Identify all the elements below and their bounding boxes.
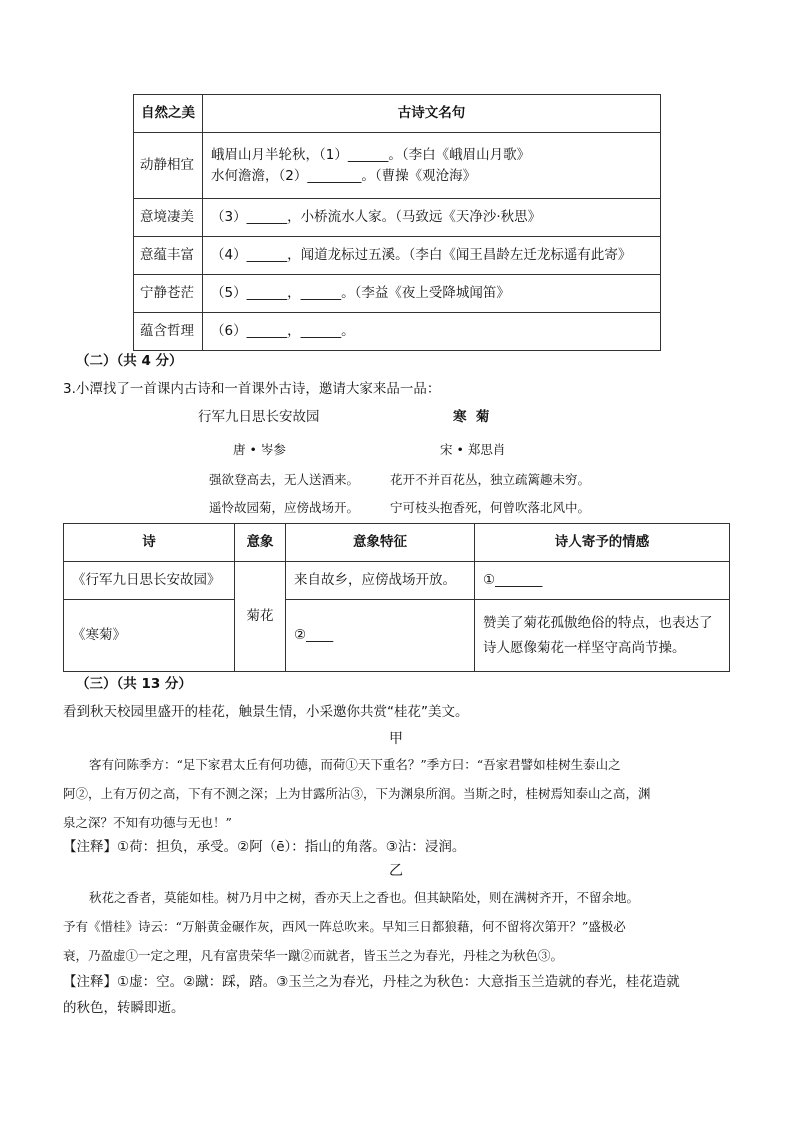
poem-author: 唐 • 岑参	[233, 442, 286, 457]
feature-cell: ②____	[286, 600, 475, 672]
passage-line: 秋花之香者，莫能如桂。树乃月中之树，香亦天上之香也。但其缺陷处，则在满树齐开，不留余地。	[89, 890, 640, 905]
row-content: （6）______，______。	[203, 313, 661, 351]
row-label: 宁静苍茫	[134, 275, 203, 313]
intro-text: 看到秋天校园里盛开的桂花，触景生情，小采邀你共赏“桂花”美文。	[63, 704, 469, 720]
passage-note	[63, 969, 680, 1021]
passage-line: 客有问陈季方：“足下家君太丘有何功德，而荷①天下重名？”季方曰：“吾家君譬如桂树生泰山之	[89, 757, 621, 772]
section-heading: （三）（共 13 分）	[76, 676, 192, 692]
row-label: 意境凄美	[134, 199, 203, 237]
table-header-cell: 诗人寄予的情感	[475, 524, 730, 562]
table-header-cell: 古诗文名句	[203, 95, 661, 133]
row-label: 意蕴丰富	[134, 237, 203, 275]
table-header-cell: 意象特征	[286, 524, 475, 562]
table-row	[64, 600, 730, 672]
section-heading: （二）（共 4 分）	[76, 353, 183, 369]
content-line: 水何澹澹，（2）________。（曹操《观沧海》	[211, 167, 477, 184]
passage-label: 乙	[389, 863, 403, 879]
poem-line: 遥怜故园菊，应傍战场开。	[209, 500, 360, 515]
row-content: （3）______，小桥流水人家。（马致远《天净沙·秋思》	[203, 199, 661, 237]
poem-cell: 《寒菊》	[64, 600, 235, 672]
passage-line: 衰，乃盈虚①一定之理，凡有富贵荣华一蹴②而就者，皆玉兰之为春光，丹桂之为秋色③。	[63, 948, 564, 963]
table-row	[134, 313, 661, 351]
poem-line: 花开不并百花丛，独立疏篱趣未穷。	[390, 472, 591, 487]
passage-line: 予有《惜桂》诗云：“万斛黄金碾作灰，西风一阵总吹来。早知三日都狼藉，何不留将次第开？”盛极必	[63, 919, 626, 934]
emotion-line: 赞美了菊花孤傲绝俗的特点，也表达了	[483, 614, 713, 631]
emotion-line: 诗人愿像菊花一样坚守高尚节操。	[483, 639, 686, 656]
content-line: 峨眉山月半轮秋，（1）______。（李白《峨眉山月歌》	[211, 146, 531, 163]
row-label: 动静相宜	[134, 133, 203, 199]
poem-title: 行军九日思长安故园	[198, 409, 320, 425]
table-row	[134, 237, 661, 275]
poem-author: 宋 • 郑思肖	[440, 442, 506, 457]
poem-analysis-table	[63, 523, 730, 672]
feature-cell: 来自故乡，应傍战场开放。	[286, 562, 475, 600]
table-row	[134, 133, 661, 199]
row-label: 蕴含哲理	[134, 313, 203, 351]
table-row	[134, 199, 661, 237]
passage-label: 甲	[389, 731, 403, 747]
image-cell: 菊花	[235, 562, 286, 672]
row-content: （5）______，______。（李益《夜上受降城闻笛》	[203, 275, 661, 313]
table-header-cell: 自然之美	[134, 95, 203, 133]
emotion-cell	[475, 600, 730, 672]
table-row	[64, 562, 730, 600]
famous-lines-table	[133, 94, 661, 351]
poem-title: 寒 菊	[453, 409, 490, 425]
passage-line: 泉之深？不知有功德与无也！”	[63, 815, 232, 830]
emotion-cell: ①_______	[475, 562, 730, 600]
passage-line: 阿②，上有万仞之高，下有不测之深；上为甘露所沾③，下为渊泉所润。当斯之时，桂树焉知泰山之高，渊	[63, 786, 651, 801]
poem-line: 强欲登高去，无人送酒来。	[209, 472, 360, 487]
table-row	[64, 524, 730, 562]
poem-cell: 《行军九日思长安故园》	[64, 562, 235, 600]
passage-jia	[63, 750, 730, 837]
passage-note: 【注释】①荷：担负，承受。②阿（ē）：指山的角落。③沾：浸润。	[63, 839, 466, 855]
row-content: （4）______，闻道龙标过五溪。（李白《闻王昌龄左迁龙标遥有此寄》	[203, 237, 661, 275]
note-line: 【注释】①虚：空。②蹴：踩，踏。③玉兰之为春光，丹桂之为秋色：大意指玉兰造就的春光，桂花造就	[63, 974, 680, 990]
poem-line: 宁可枝头抱香死，何曾吹落北风中。	[390, 500, 591, 515]
note-line: 的秋色，转瞬即逝。	[63, 1000, 185, 1016]
table-header-cell: 意象	[235, 524, 286, 562]
table-row	[134, 275, 661, 313]
question-text: 3.小潭找了一首课内古诗和一首课外古诗，邀请大家来品一品：	[63, 381, 441, 397]
table-header-cell: 诗	[64, 524, 235, 562]
table-row	[134, 95, 661, 133]
passage-yi	[63, 883, 730, 970]
row-content	[203, 133, 661, 199]
